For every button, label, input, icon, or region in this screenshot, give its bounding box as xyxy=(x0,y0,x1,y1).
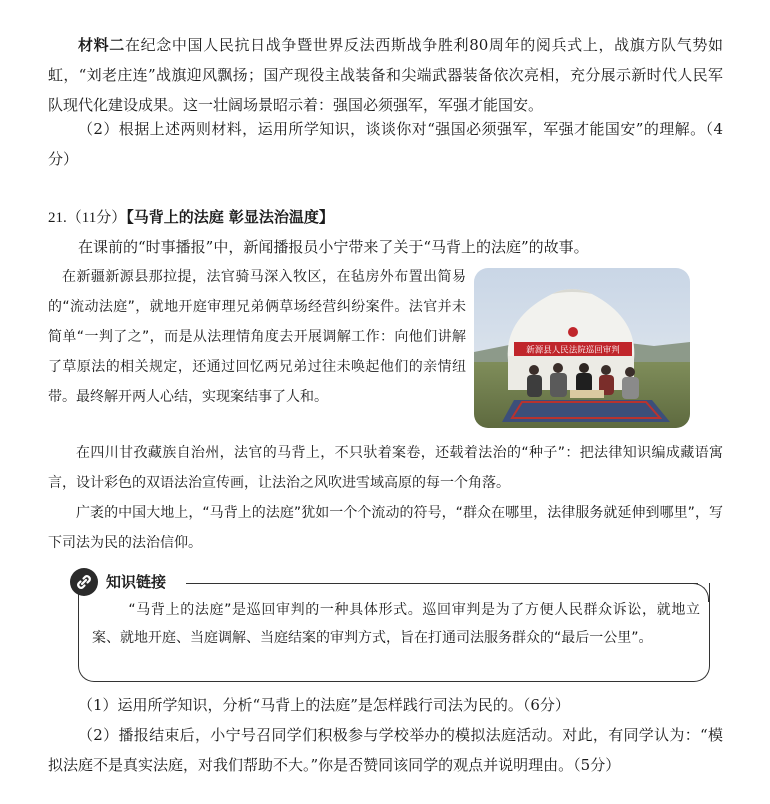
question-21-title: 【马背上的法庭 彰显法治温度】 xyxy=(126,208,334,226)
question-21-header xyxy=(48,202,334,233)
question-20-2: （2）根据上述两则材料，运用所学知识，谈谈你对“强国必须强军，军强才能国安”的理解。（4分） xyxy=(48,120,723,168)
question-21-2: （2）播报结束后，小宁号召同学们积极参与学校举办的模拟法庭活动。对此，有同学认为：“模拟法庭不是真实法庭，对我们帮助不大。”你是否赞同该同学的观点并说明理由。（5分） xyxy=(48,726,723,774)
material2-label: 材料二 xyxy=(78,36,125,54)
knowledge-box-top-border xyxy=(186,583,698,584)
story-xinjiang: 在新疆新源县那拉提，法官骑马深入牧区，在毡房外布置出简易的“流动法庭”，就地开庭审理兄弟俩草场经营纠纷案件。法官并未简单“一判了之”，而是从法理情角度去开展调解工作：向他们讲解了草原法的相关规定，还通过回忆两兄弟过往未唤起他们的亲情纽带。最终解开两人心结，实现案结事了人和。 xyxy=(48,269,466,405)
story-summary: 广袤的中国大地上，“马背上的法庭”犹如一个个流动的符号，“群众在哪里，法律服务就延伸到哪里”，写下司法为民的法治信仰。 xyxy=(48,505,723,551)
knowledge-title: 知识链接 xyxy=(106,570,172,594)
link-icon xyxy=(70,568,98,596)
material2-paragraph xyxy=(48,30,723,120)
question-21-intro: 在课前的“时事播报”中，新闻播报员小宁带来了关于“马背上的法庭”的故事。 xyxy=(78,238,589,256)
yurt-court-illustration xyxy=(474,268,690,428)
question-21-number: 21.（11分） xyxy=(48,210,127,226)
material2-text: 在纪念中国人民抗日战争暨世界反法西斯战争胜利80周年的阅兵式上，战旗方队气势如虹，“刘老庄连”战旗迎风飘扬；国产现役主战装备和尖端武器装备依次亮相，充分展示新时代人民军队现代化建设成果。这一壮阔场景昭示着：强国必须强军，军强才能国安。 xyxy=(48,36,723,114)
yurt-banner-text: 新源县人民法院巡回审判 xyxy=(526,345,620,356)
question-21-1: （1）运用所学知识，分析“马背上的法庭”是怎样践行司法为民的。（6分） xyxy=(78,696,570,714)
knowledge-text: “马背上的法庭”是巡回审判的一种具体形式。巡回审判是为了方便人民群众诉讼，就地立案、就地开庭、当庭调解、当庭结案的审判方式，旨在打通司法服务群众的“最后一公里”。 xyxy=(92,602,700,646)
story-ganzi: 在四川甘孜藏族自治州，法官的马背上，不只驮着案卷，还载着法治的“种子”：把法律知识编成藏语寓言，设计彩色的双语法治宣传画，让法治之风吹进雪域高原的每一个角落。 xyxy=(48,445,723,491)
yurt-court-photo xyxy=(474,268,690,428)
